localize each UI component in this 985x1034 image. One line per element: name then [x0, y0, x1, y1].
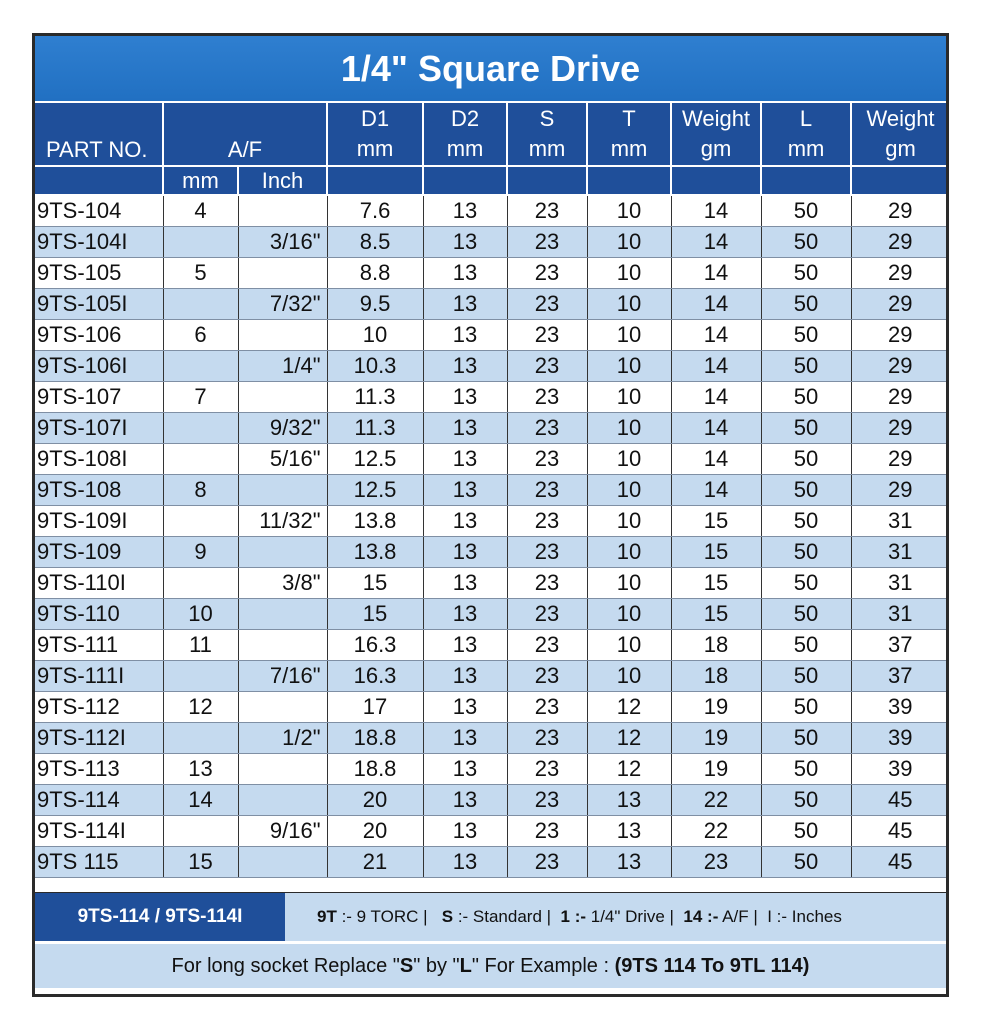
header-d2: D2 mm: [423, 103, 507, 166]
cell-s: 23: [507, 506, 587, 537]
table-row: [32, 351, 949, 382]
cell-part-no: 9TS-114I: [32, 816, 163, 847]
cell-weight-1: 15: [671, 537, 761, 568]
cell-d1: 11.3: [327, 413, 423, 444]
cell-af-inch: 1/4": [238, 351, 327, 382]
cell-s: 23: [507, 444, 587, 475]
cell-af-mm: [163, 413, 238, 444]
cell-d1: 8.8: [327, 258, 423, 289]
cell-af-mm: [163, 816, 238, 847]
cell-s: 23: [507, 475, 587, 506]
cell-s: 23: [507, 630, 587, 661]
cell-weight-1: 14: [671, 227, 761, 258]
table-row: [32, 599, 949, 630]
cell-t: 10: [587, 630, 671, 661]
cell-d1: 12.5: [327, 444, 423, 475]
cell-s: 23: [507, 195, 587, 227]
cell-t: 12: [587, 692, 671, 723]
cell-weight-1: 14: [671, 444, 761, 475]
header-weight-1: Weight gm: [671, 103, 761, 166]
cell-af-inch: 3/8": [238, 568, 327, 599]
cell-t: 10: [587, 506, 671, 537]
cell-weight-2: 31: [851, 599, 949, 630]
cell-af-inch: [238, 382, 327, 413]
cell-t: 10: [587, 537, 671, 568]
cell-weight-2: 29: [851, 382, 949, 413]
cell-af-inch: [238, 320, 327, 351]
cell-t: 10: [587, 382, 671, 413]
header-s: S mm: [507, 103, 587, 166]
cell-weight-1: 14: [671, 195, 761, 227]
cell-af-inch: [238, 258, 327, 289]
cell-weight-2: 39: [851, 754, 949, 785]
cell-d1: 16.3: [327, 630, 423, 661]
cell-d1: 9.5: [327, 289, 423, 320]
cell-s: 23: [507, 785, 587, 816]
cell-d2: 13: [423, 382, 507, 413]
cell-weight-1: 14: [671, 320, 761, 351]
cell-part-no: 9TS-112: [32, 692, 163, 723]
cell-t: 10: [587, 475, 671, 506]
cell-af-inch: [238, 692, 327, 723]
cell-t: 10: [587, 320, 671, 351]
cell-s: 23: [507, 382, 587, 413]
header-t: T mm: [587, 103, 671, 166]
cell-d1: 8.5: [327, 227, 423, 258]
header-weight-2: Weight gm: [851, 103, 949, 166]
cell-weight-1: 14: [671, 382, 761, 413]
spec-sheet: [32, 33, 949, 997]
table-row: [32, 723, 949, 754]
subheader-row: [32, 166, 949, 195]
cell-weight-2: 39: [851, 723, 949, 754]
cell-part-no: 9TS-105I: [32, 289, 163, 320]
cell-d1: 17: [327, 692, 423, 723]
cell-weight-1: 14: [671, 258, 761, 289]
subheader-inch: Inch: [238, 166, 327, 195]
cell-d2: 13: [423, 413, 507, 444]
legend-example: 9TS-114 / 9TS-114I: [35, 893, 285, 941]
cell-d2: 13: [423, 289, 507, 320]
cell-t: 10: [587, 258, 671, 289]
cell-weight-1: 14: [671, 475, 761, 506]
cell-part-no: 9TS 115: [32, 847, 163, 878]
cell-d1: 10: [327, 320, 423, 351]
cell-weight-2: 45: [851, 785, 949, 816]
table-row: [32, 413, 949, 444]
cell-d2: 13: [423, 630, 507, 661]
cell-part-no: 9TS-111: [32, 630, 163, 661]
cell-weight-1: 14: [671, 351, 761, 382]
cell-weight-2: 29: [851, 413, 949, 444]
cell-part-no: 9TS-112I: [32, 723, 163, 754]
cell-af-mm: 9: [163, 537, 238, 568]
table-row: [32, 227, 949, 258]
cell-weight-1: 19: [671, 692, 761, 723]
cell-af-mm: 7: [163, 382, 238, 413]
cell-l: 50: [761, 227, 851, 258]
table-row: [32, 289, 949, 320]
cell-d2: 13: [423, 351, 507, 382]
cell-l: 50: [761, 382, 851, 413]
cell-l: 50: [761, 630, 851, 661]
cell-af-inch: [238, 537, 327, 568]
cell-d2: 13: [423, 258, 507, 289]
cell-af-inch: [238, 599, 327, 630]
cell-l: 50: [761, 444, 851, 475]
cell-weight-1: 18: [671, 661, 761, 692]
cell-af-mm: 11: [163, 630, 238, 661]
subheader-mm: mm: [163, 166, 238, 195]
cell-s: 23: [507, 258, 587, 289]
cell-l: 50: [761, 537, 851, 568]
cell-t: 13: [587, 785, 671, 816]
cell-l: 50: [761, 258, 851, 289]
cell-af-inch: 9/32": [238, 413, 327, 444]
header-af: A/F: [163, 103, 327, 166]
cell-s: 23: [507, 599, 587, 630]
cell-l: 50: [761, 847, 851, 878]
cell-weight-2: 45: [851, 847, 949, 878]
cell-l: 50: [761, 475, 851, 506]
cell-part-no: 9TS-109I: [32, 506, 163, 537]
cell-weight-2: 45: [851, 816, 949, 847]
cell-d1: 11.3: [327, 382, 423, 413]
table-row: [32, 506, 949, 537]
table-row: [32, 320, 949, 351]
cell-d1: 16.3: [327, 661, 423, 692]
cell-part-no: 9TS-110I: [32, 568, 163, 599]
cell-s: 23: [507, 754, 587, 785]
cell-af-inch: [238, 847, 327, 878]
cell-d2: 13: [423, 195, 507, 227]
table-row: [32, 444, 949, 475]
legend-bar: [35, 893, 946, 941]
cell-d1: 20: [327, 785, 423, 816]
cell-af-mm: [163, 444, 238, 475]
cell-part-no: 9TS-107: [32, 382, 163, 413]
cell-t: 10: [587, 195, 671, 227]
cell-t: 12: [587, 723, 671, 754]
table-row: [32, 258, 949, 289]
cell-weight-1: 22: [671, 785, 761, 816]
table-row: [32, 692, 949, 723]
cell-d1: 13.8: [327, 506, 423, 537]
legend-key: 9T :- 9 TORC | S :- Standard | 1 :- 1/4" Drive | 14 :- A/F | I :- Inches: [317, 907, 842, 926]
cell-s: 23: [507, 847, 587, 878]
table-row: [32, 661, 949, 692]
cell-weight-2: 29: [851, 289, 949, 320]
header-part-no: PART NO.: [32, 103, 163, 166]
cell-af-inch: 11/32": [238, 506, 327, 537]
table-row: [32, 754, 949, 785]
cell-t: 13: [587, 847, 671, 878]
cell-af-inch: 7/16": [238, 661, 327, 692]
cell-t: 10: [587, 568, 671, 599]
cell-l: 50: [761, 195, 851, 227]
cell-part-no: 9TS-111I: [32, 661, 163, 692]
cell-part-no: 9TS-104I: [32, 227, 163, 258]
table-row: [32, 195, 949, 227]
cell-weight-2: 29: [851, 444, 949, 475]
cell-part-no: 9TS-106: [32, 320, 163, 351]
cell-l: 50: [761, 661, 851, 692]
cell-weight-1: 15: [671, 599, 761, 630]
cell-af-mm: [163, 506, 238, 537]
cell-weight-2: 29: [851, 227, 949, 258]
cell-af-inch: 3/16": [238, 227, 327, 258]
cell-af-inch: [238, 630, 327, 661]
cell-af-inch: 7/32": [238, 289, 327, 320]
table-row: [32, 568, 949, 599]
cell-d2: 13: [423, 506, 507, 537]
cell-weight-1: 19: [671, 723, 761, 754]
cell-d1: 18.8: [327, 754, 423, 785]
cell-af-mm: [163, 351, 238, 382]
cell-af-inch: [238, 785, 327, 816]
cell-t: 10: [587, 413, 671, 444]
cell-af-inch: 1/2": [238, 723, 327, 754]
cell-part-no: 9TS-113: [32, 754, 163, 785]
cell-s: 23: [507, 723, 587, 754]
cell-l: 50: [761, 413, 851, 444]
cell-weight-1: 22: [671, 816, 761, 847]
cell-d1: 15: [327, 568, 423, 599]
cell-l: 50: [761, 568, 851, 599]
cell-af-mm: [163, 723, 238, 754]
cell-d2: 13: [423, 599, 507, 630]
cell-d2: 13: [423, 661, 507, 692]
cell-af-mm: [163, 661, 238, 692]
cell-af-inch: 5/16": [238, 444, 327, 475]
cell-l: 50: [761, 785, 851, 816]
cell-weight-2: 29: [851, 475, 949, 506]
cell-af-inch: [238, 475, 327, 506]
cell-weight-2: 37: [851, 630, 949, 661]
cell-af-mm: 14: [163, 785, 238, 816]
table-row: [32, 382, 949, 413]
cell-part-no: 9TS-110: [32, 599, 163, 630]
cell-weight-1: 23: [671, 847, 761, 878]
cell-t: 10: [587, 227, 671, 258]
cell-s: 23: [507, 351, 587, 382]
cell-s: 23: [507, 692, 587, 723]
cell-l: 50: [761, 320, 851, 351]
cell-l: 50: [761, 506, 851, 537]
cell-d2: 13: [423, 537, 507, 568]
cell-part-no: 9TS-104: [32, 195, 163, 227]
cell-d1: 10.3: [327, 351, 423, 382]
cell-d1: 7.6: [327, 195, 423, 227]
cell-weight-2: 31: [851, 506, 949, 537]
cell-weight-1: 19: [671, 754, 761, 785]
cell-af-mm: 4: [163, 195, 238, 227]
cell-af-inch: [238, 754, 327, 785]
cell-l: 50: [761, 351, 851, 382]
cell-part-no: 9TS-114: [32, 785, 163, 816]
cell-s: 23: [507, 568, 587, 599]
cell-t: 10: [587, 351, 671, 382]
cell-d2: 13: [423, 692, 507, 723]
header-l: L mm: [761, 103, 851, 166]
cell-weight-2: 37: [851, 661, 949, 692]
cell-weight-2: 29: [851, 320, 949, 351]
cell-s: 23: [507, 661, 587, 692]
cell-af-mm: 6: [163, 320, 238, 351]
cell-weight-2: 31: [851, 537, 949, 568]
cell-weight-1: 14: [671, 413, 761, 444]
cell-l: 50: [761, 599, 851, 630]
header-row: [32, 103, 949, 166]
table-row: [32, 847, 949, 878]
cell-af-mm: 12: [163, 692, 238, 723]
cell-af-mm: [163, 289, 238, 320]
cell-d2: 13: [423, 568, 507, 599]
cell-l: 50: [761, 289, 851, 320]
cell-s: 23: [507, 537, 587, 568]
page-title: 1/4" Square Drive: [35, 36, 946, 103]
cell-af-mm: [163, 227, 238, 258]
cell-d1: 15: [327, 599, 423, 630]
cell-weight-2: 31: [851, 568, 949, 599]
cell-t: 10: [587, 444, 671, 475]
cell-t: 10: [587, 661, 671, 692]
cell-d1: 20: [327, 816, 423, 847]
cell-af-mm: 10: [163, 599, 238, 630]
cell-t: 10: [587, 289, 671, 320]
table-row: [32, 475, 949, 506]
table-spacer: [35, 878, 946, 893]
cell-l: 50: [761, 692, 851, 723]
cell-d2: 13: [423, 227, 507, 258]
cell-af-mm: 13: [163, 754, 238, 785]
cell-d1: 21: [327, 847, 423, 878]
cell-s: 23: [507, 320, 587, 351]
cell-t: 12: [587, 754, 671, 785]
cell-af-mm: 15: [163, 847, 238, 878]
cell-part-no: 9TS-108I: [32, 444, 163, 475]
cell-l: 50: [761, 816, 851, 847]
table-row: [32, 630, 949, 661]
table-row: [32, 816, 949, 847]
cell-d2: 13: [423, 847, 507, 878]
cell-d2: 13: [423, 444, 507, 475]
cell-s: 23: [507, 816, 587, 847]
cell-s: 23: [507, 227, 587, 258]
cell-d2: 13: [423, 475, 507, 506]
table-row: [32, 785, 949, 816]
cell-part-no: 9TS-109: [32, 537, 163, 568]
header-d1: D1 mm: [327, 103, 423, 166]
cell-af-inch: 9/16": [238, 816, 327, 847]
cell-weight-2: 29: [851, 351, 949, 382]
cell-weight-1: 18: [671, 630, 761, 661]
cell-weight-2: 29: [851, 195, 949, 227]
cell-s: 23: [507, 289, 587, 320]
spec-table: [32, 103, 949, 878]
cell-af-inch: [238, 195, 327, 227]
cell-weight-1: 14: [671, 289, 761, 320]
cell-weight-1: 15: [671, 568, 761, 599]
table-row: [32, 537, 949, 568]
cell-weight-2: 39: [851, 692, 949, 723]
cell-d2: 13: [423, 320, 507, 351]
cell-d2: 13: [423, 723, 507, 754]
cell-part-no: 9TS-108: [32, 475, 163, 506]
cell-d2: 13: [423, 816, 507, 847]
cell-t: 10: [587, 599, 671, 630]
cell-weight-2: 29: [851, 258, 949, 289]
cell-af-mm: 8: [163, 475, 238, 506]
cell-af-mm: 5: [163, 258, 238, 289]
cell-weight-1: 15: [671, 506, 761, 537]
cell-t: 13: [587, 816, 671, 847]
cell-l: 50: [761, 723, 851, 754]
cell-l: 50: [761, 754, 851, 785]
long-socket-note: For long socket Replace "S" by "L" For Example : (9TS 114 To 9TL 114): [35, 941, 946, 988]
cell-d2: 13: [423, 754, 507, 785]
cell-part-no: 9TS-107I: [32, 413, 163, 444]
cell-part-no: 9TS-106I: [32, 351, 163, 382]
cell-d2: 13: [423, 785, 507, 816]
cell-af-mm: [163, 568, 238, 599]
cell-s: 23: [507, 413, 587, 444]
cell-d1: 12.5: [327, 475, 423, 506]
cell-d1: 13.8: [327, 537, 423, 568]
cell-part-no: 9TS-105: [32, 258, 163, 289]
cell-d1: 18.8: [327, 723, 423, 754]
